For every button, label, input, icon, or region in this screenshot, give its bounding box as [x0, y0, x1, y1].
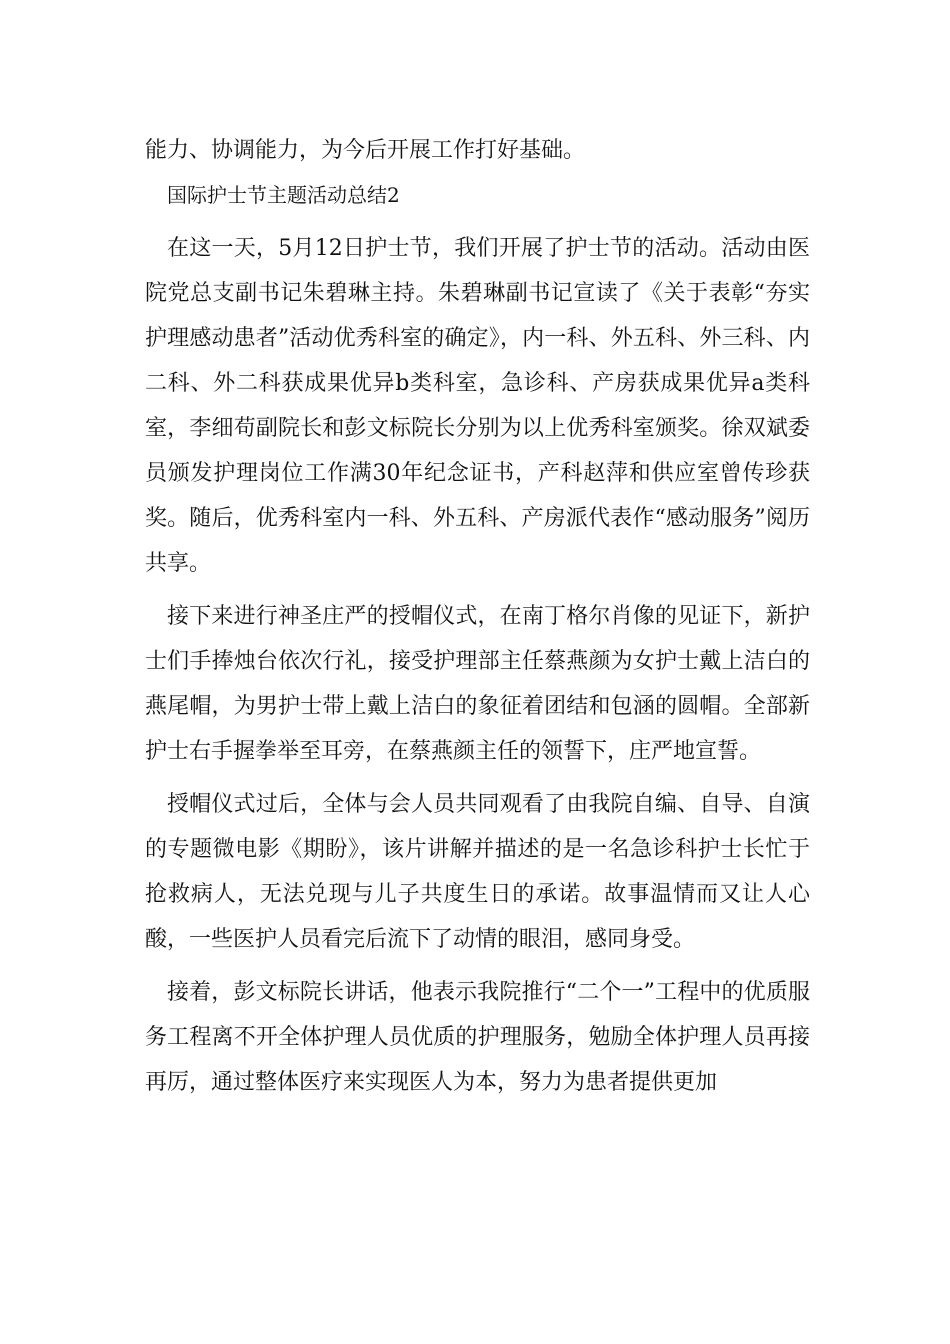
- paragraph-micro-film: 授帽仪式过后，全体与会人员共同观看了由我院自编、自导、自演的专题微电影《期盼》，该片讲解并描述的是一名急诊科护士长忙于抢救病人，无法兑现与儿子共度生日的承诺。故事温情而又让人心酸，一些医护人员看完后流下了动情的眼泪，感同身受。: [145, 792, 810, 952]
- document-body: [145, 128, 810, 1105]
- paragraph-capping-ceremony: 接下来进行神圣庄严的授帽仪式，在南丁格尔肖像的见证下，新护士们手捧烛台依次行礼，接受护理部主任蔡燕颜为女护士戴上洁白的燕尾帽，为男护士带上戴上洁白的象征着团结和包涵的圆帽。全部新护士右手握拳举至耳旁，在蔡燕颜主任的领誓下，庄严地宣誓。: [145, 604, 810, 764]
- paragraph-continuation: 能力、协调能力，为今后开展工作打好基础。: [145, 138, 586, 163]
- paragraph-president-speech: 接着，彭文标院长讲话，他表示我院推行“二个一”工程中的优质服务工程离不开全体护理人员优质的护理服务，勉励全体护理人员再接再厉，通过整体医疗来实现医人为本，努力为患者提供更加: [145, 980, 810, 1095]
- section-heading: 国际护士节主题活动总结2: [167, 183, 400, 207]
- paragraph-event-opening: 在这一天，5月12日护士节，我们开展了护士节的活动。活动由医院党总支副书记朱碧琳主持。朱碧琳副书记宣读了《关于表彰“夯实护理感动患者”活动优秀科室的确定》，内一科、外五科、外三科、内二科、外二科获成果优异b类科室，急诊科、产房获成果优异a类科室，李细苟副院长和彭文标院长分别为以上优秀科室颁奖。徐双斌委员颁发护理岗位工作满30年纪念证书，产科赵萍和供应室曾传珍获奖。随后，优秀科室内一科、外五科、产房派代表作“感动服务”阅历共享。: [145, 236, 810, 576]
